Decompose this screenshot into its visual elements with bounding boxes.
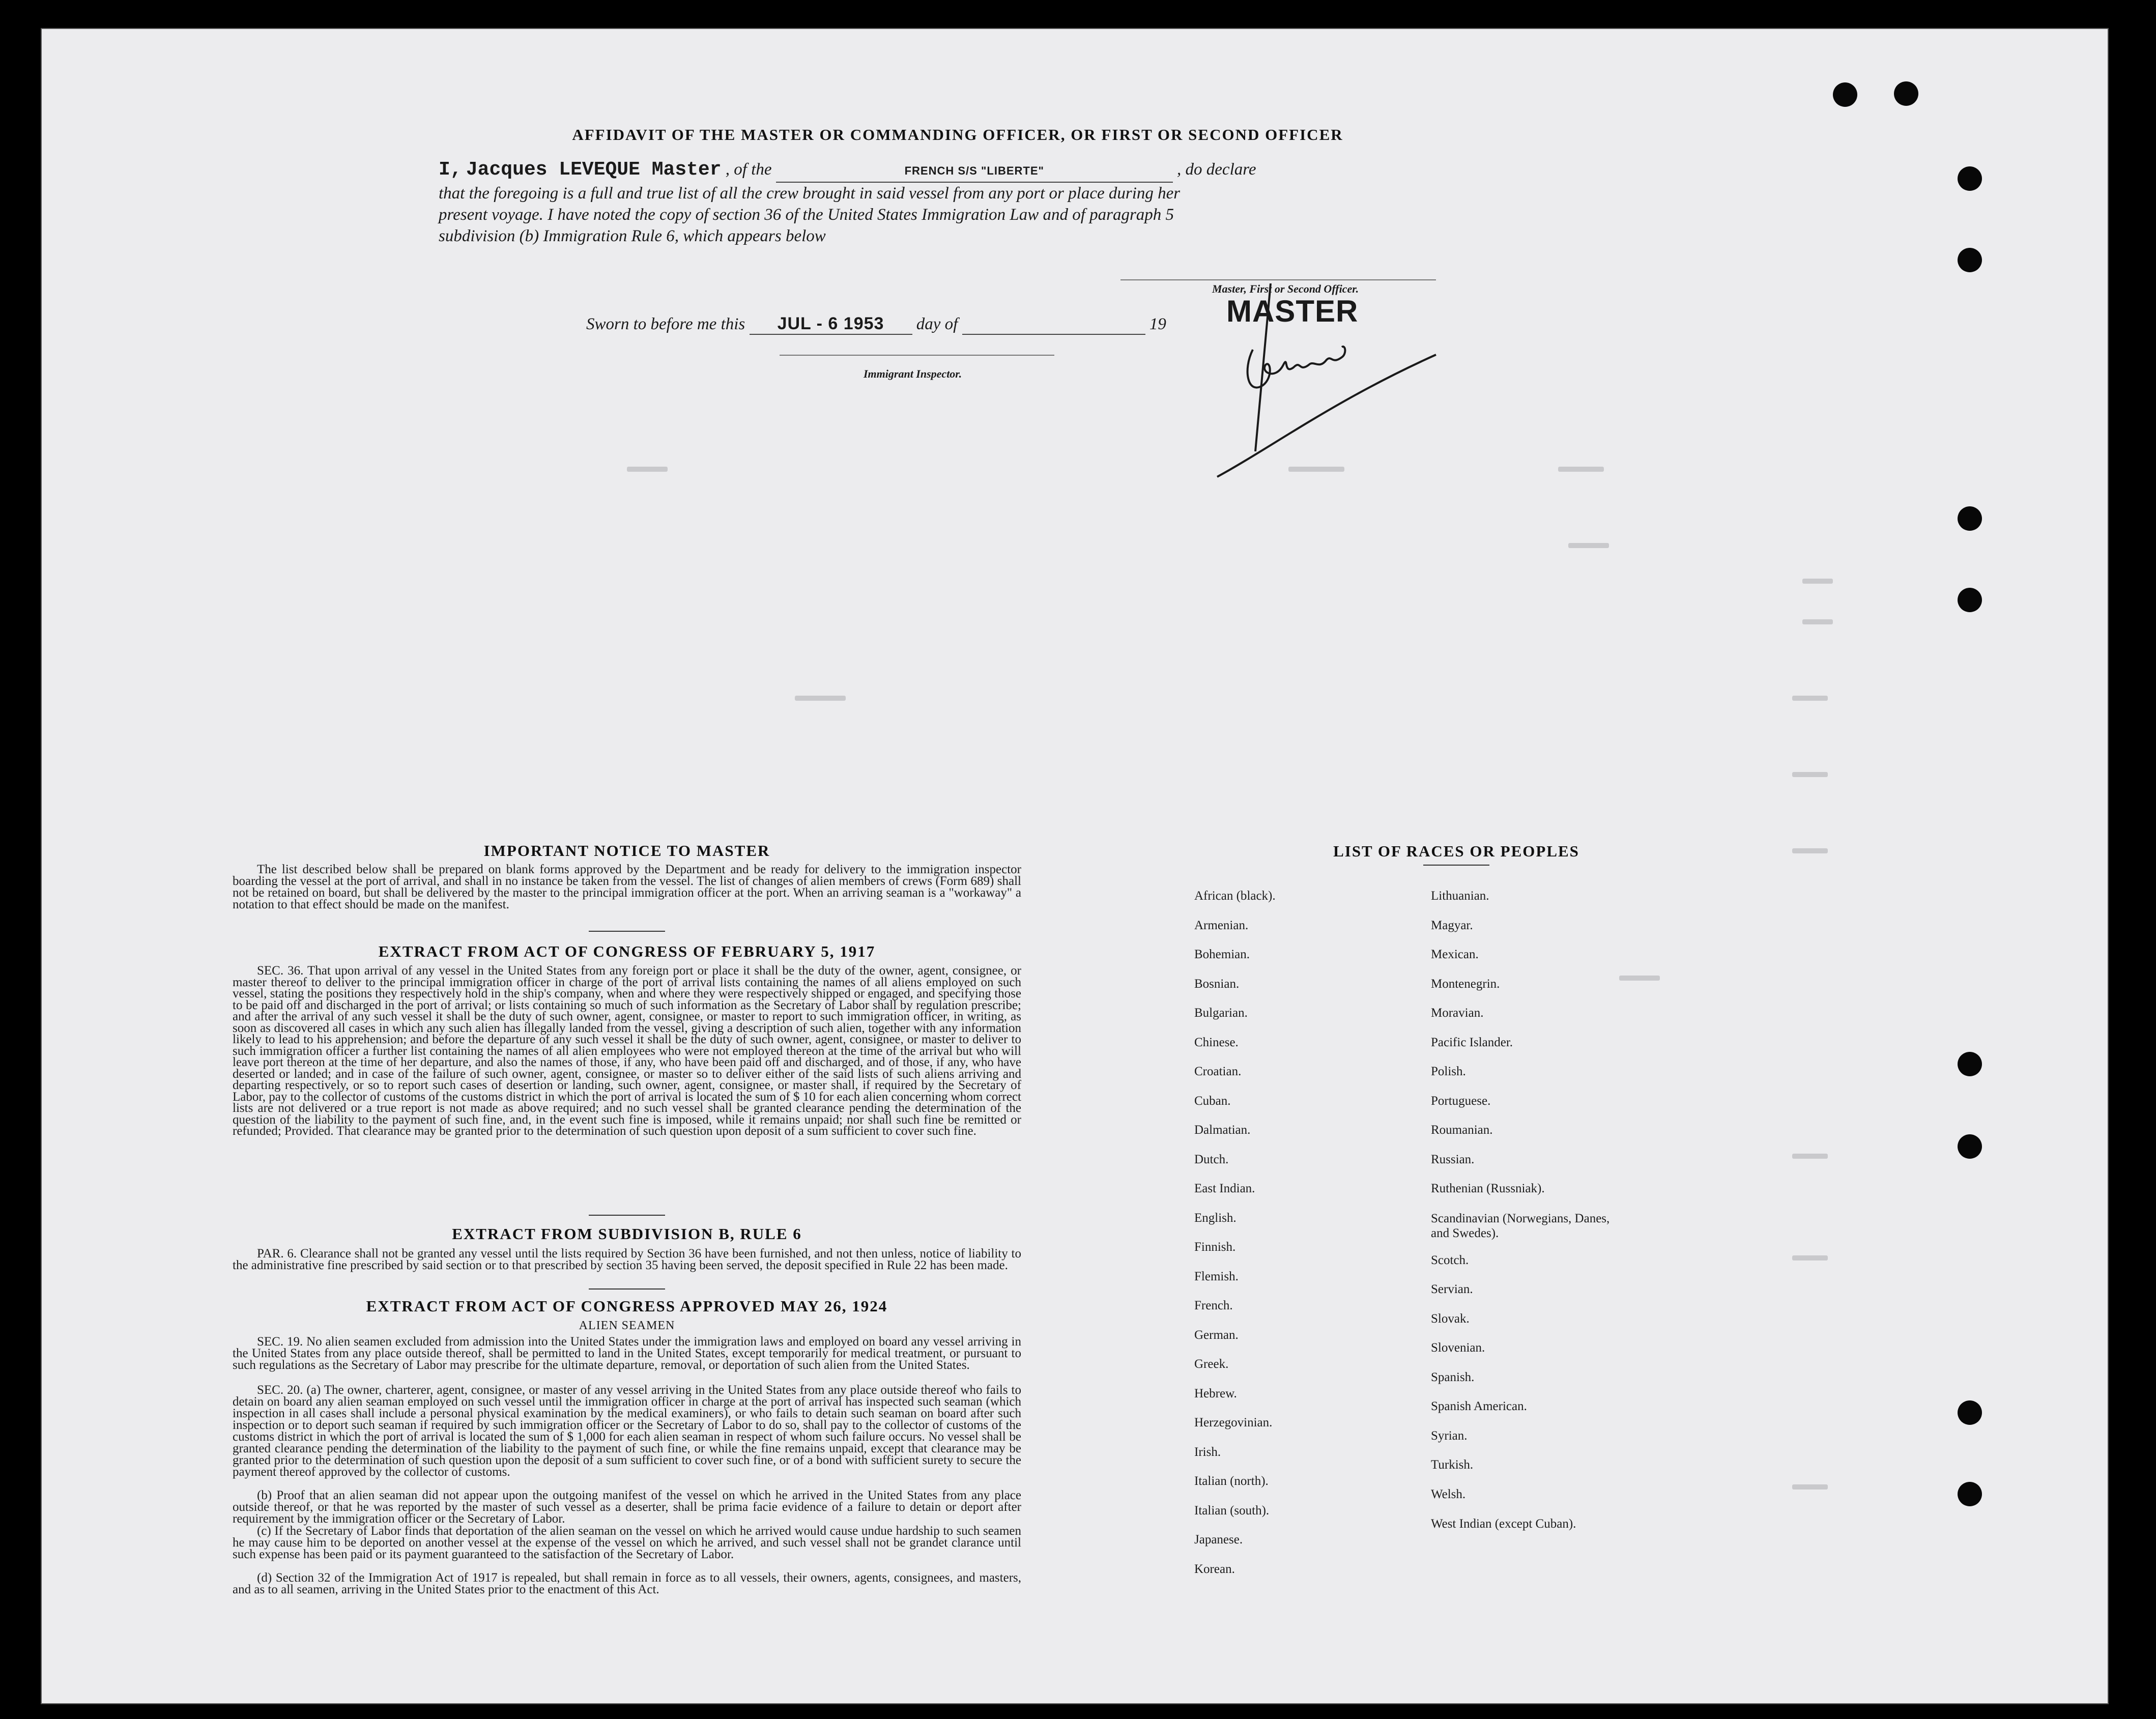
race-item: English. [1194, 1211, 1237, 1225]
sec20a-body: SEC. 20. (a) The owner, charterer, agent, consignee, or master of any vessel arriving in the United States from any place outside thereof who fails to detain on board any alien seaman employed on such vessel until the immigration officer in charge at the port of arrival has inspected such seaman (which inspection in all cases shall include a personal physical examination by the medical examiners), or who fails to detain such seaman on board after such inspection or to deport such seaman if required by such immigration officer or the Secretary of Labor to do so, shall pay to the collector of customs of the customs district in which the port of arrival is located the sum of $ 1,000 for each alien seaman in respect of whom such failure occurs. No vessel shall be granted clearance pending the determination of the liability to the payment of such fine, or while the fine remains unpaid, except that clearance may be granted prior to the determination of such question upon the deposit of a sum sufficient to cover such fine, or of a bond with sufficient surety to secure the payment thereof approved by the collector of customs. [233, 1383, 1021, 1479]
declaration-line-3: present voyage. I have noted the copy of section 36 of the United States Immigration Law and of paragraph 5 [439, 206, 1174, 224]
race-item: Irish. [1194, 1445, 1221, 1459]
punch-hole [1958, 1052, 1982, 1076]
declaration-line-4: subdivision (b) Immigration Rule 6, which appears below [439, 227, 826, 245]
extract-1917-title: EXTRACT FROM ACT OF CONGRESS OF FEBRUARY 5, 1917 [378, 942, 876, 960]
declarant-name: Jacques LEVEQUE Master [466, 159, 722, 181]
inspector-label: Immigrant Inspector. [864, 367, 962, 380]
section-divider [589, 1288, 665, 1290]
bleed-through-mark [1792, 696, 1828, 701]
race-item: Italian (south). [1194, 1503, 1270, 1517]
declarant-prefix: I, [439, 159, 462, 181]
bleed-through-mark [1568, 543, 1609, 548]
bleed-through-mark [1619, 976, 1660, 981]
race-item: Slovenian. [1431, 1341, 1485, 1355]
race-item: Slovak. [1431, 1311, 1470, 1326]
race-item: Spanish American. [1431, 1399, 1527, 1414]
punch-hole [1958, 1134, 1982, 1159]
sec20d-body: (d) Section 32 of the Immigration Act of 1917 is repealed, but shall remain in force as to all vessels, their owners, agents, consignees, and masters, and as to all seamen, arriving in the United States prior to the enactment of this Act. [233, 1571, 1021, 1596]
sworn-date: JUL - 6 1953 [777, 314, 884, 333]
race-item: Syrian. [1431, 1428, 1468, 1443]
race-item: Turkish. [1431, 1458, 1474, 1472]
race-item: Bohemian. [1194, 948, 1250, 961]
declaration-line-2: that the foregoing is a full and true list of all the crew brought in said vessel from any port or place during her [439, 184, 1181, 203]
race-item: Welsh. [1431, 1487, 1466, 1501]
bleed-through-mark [627, 467, 668, 472]
race-item: Servian. [1431, 1282, 1473, 1297]
do-declare-label: , do declare [1177, 160, 1256, 179]
sworn-date-field [750, 314, 912, 335]
vessel-field [776, 159, 1173, 183]
punch-hole [1833, 82, 1857, 107]
officer-label: Master, First or Second Officer. [1212, 282, 1359, 295]
race-item: Chinese. [1194, 1035, 1239, 1049]
extract-1924-subtitle: ALIEN SEAMEN [579, 1319, 675, 1332]
punch-hole [1958, 1400, 1982, 1425]
race-item: Dutch. [1194, 1152, 1229, 1166]
race-item: Mexican. [1431, 948, 1479, 961]
race-item: Polish. [1431, 1065, 1466, 1078]
race-item: East Indian. [1194, 1182, 1255, 1195]
sec20b-body: (b) Proof that an alien seaman did not appear upon the outgoing manifest of the vessel on which he arrived in the United States from any place outside thereof, or that he was reported by the master of such vessel as a deserter, shall be prima facie evidence of a failure to detain or deport after requirement by the immigration officer or the Secretary of Labor. [233, 1488, 1021, 1526]
race-item: Spanish. [1431, 1370, 1475, 1384]
inspector-signature-line [780, 355, 1054, 356]
bleed-through-mark [1792, 1255, 1828, 1260]
race-item: Roumanian. [1431, 1123, 1493, 1137]
races-title-rule [1423, 865, 1489, 866]
bleed-through-mark [1792, 772, 1828, 777]
race-item: Flemish. [1194, 1269, 1239, 1283]
document-page [41, 28, 2109, 1704]
sec20c-body: (c) If the Secretary of Labor finds that deportation of the alien seaman on the vessel on which he arrived would cause undue hardship to such seamen he may cause him to be deported on another vessel at the expense of the vessel on which he arrived, and such vessel shall not be grandet clarance until such expense has been paid or its payment guaranteed to the satisfaction of the Secretary of Labor. [233, 1524, 1021, 1561]
race-item: French. [1194, 1299, 1233, 1312]
bleed-through-mark [1802, 619, 1833, 624]
punch-hole [1958, 506, 1982, 531]
section-divider [589, 931, 665, 932]
day-of-label: day of [916, 315, 958, 333]
race-item: German. [1194, 1328, 1239, 1342]
notice-title: IMPORTANT NOTICE TO MASTER [483, 842, 770, 860]
bleed-through-mark [1792, 848, 1828, 853]
race-item: Scotch. [1431, 1253, 1469, 1267]
race-item: Herzegovinian. [1194, 1416, 1273, 1429]
race-item: African (black). [1194, 889, 1276, 903]
vessel-name: FRENCH S/S "LIBERTE" [904, 164, 1044, 177]
sworn-prefix: Sworn to before me this [586, 315, 745, 333]
race-item: Russian. [1431, 1152, 1475, 1166]
race-item: Japanese. [1194, 1533, 1243, 1546]
race-item: Dalmatian. [1194, 1123, 1251, 1137]
punch-hole [1894, 81, 1918, 106]
race-item: Moravian. [1431, 1006, 1484, 1020]
punch-hole [1958, 1482, 1982, 1506]
punch-hole [1958, 588, 1982, 612]
race-item: Scandinavian (Norwegians, Danes, and Swedes). [1431, 1211, 1610, 1240]
race-item: Bosnian. [1194, 977, 1240, 991]
race-item: Korean. [1194, 1562, 1235, 1576]
master-stamp: MASTER [1226, 294, 1359, 328]
master-signature [1212, 283, 1451, 487]
year-prefix: 19 [1149, 315, 1166, 333]
extract-1917-body: SEC. 36. That upon arrival of any vessel in the United States from any foreign port or place it shall be the duty of the owner, agent, consignee, or master thereof to deliver to the principal immigration officer in charge of the port of arrival lists containing the names of all aliens employed on such vessel, stating the positions they respectively hold in the ship's company, when and where they were respectively shipped or engaged, and specifying those to be paid off and discharged in the port of arrival; or lists containing so much of such information as the Secretary of Labor shall by regulation prescribe; and after the arrival of any such vessel it shall be the duty of such owner, agent, consignee, or master to report to such immigration officer, in writing, as soon as discovered all cases in which any such alien has illegally landed from the vessel, giving a description of such alien, together with any information likely to lead to his apprehension; and before the departure of any such vessel it shall be the duty of such owner, agent, consignee, or master to deliver to such immigration officer a further list containing the names of all alien employees who were not employed thereon at the time of the arrival but who will leave port thereon at the time of her departure, and also the names of those, if any, who have been paid off and discharged, and of those, if any, who have deserted or landed; and in case of the failure of such owner, agent, consignee, or master so to deliver either of the said lists of such aliens arriving and departing respectively, or so to report such cases of desertion or landing, such owner, agent, consignee, or master shall, if required by the Secretary of Labor, pay to the collector of customs of the customs district in which the port of arrival is located the sum of $ 10 for each alien concerning whom correct lists are not delivered or a true report is not made as above required; and no such vessel shall be granted clearance pending the determination of the question of the liability to the payment of such fine, and, in the event such fine is imposed, while it remains unpaid; nor shall such fine be remitted or refunded; Provided. That clearance may be granted prior to the determination of such question upon deposit of a sum sufficient to cover such fine. [233, 964, 1021, 1138]
sec19-body: SEC. 19. No alien seamen excluded from admission into the United States under the immigration laws and employed on board any vessel arriving in the United States from any place outside thereof, shall be permitted to land in the United States, except temporarily for medical treatment, or pursuant to such regulations as the Secretary of Labor may prescribe for the ultimate departure, removal, or deportation of such alien from the United States. [233, 1335, 1021, 1372]
race-item: Hebrew. [1194, 1386, 1237, 1400]
of-the-label: , of the [725, 160, 772, 179]
affidavit-declaration [439, 159, 1436, 247]
race-item: Cuban. [1194, 1094, 1231, 1108]
race-item: Finnish. [1194, 1240, 1236, 1254]
race-item: Armenian. [1194, 918, 1249, 932]
race-item: Ruthenian (Russniak). [1431, 1182, 1545, 1195]
bleed-through-mark [795, 696, 846, 701]
races-title: LIST OF RACES OR PEOPLES [1333, 842, 1579, 860]
bleed-through-mark [1792, 1154, 1828, 1159]
race-item: Greek. [1194, 1357, 1229, 1371]
month-field [962, 315, 1145, 335]
race-item: Montenegrin. [1431, 977, 1500, 991]
sworn-line [586, 314, 1166, 335]
race-item: Magyar. [1431, 918, 1473, 932]
section-divider [589, 1215, 665, 1216]
race-item: Italian (north). [1194, 1474, 1269, 1488]
bleed-through-mark [1802, 579, 1833, 584]
bleed-through-mark [1792, 1484, 1828, 1489]
race-item: Bulgarian. [1194, 1006, 1248, 1020]
rule6-title: EXTRACT FROM SUBDIVISION B, RULE 6 [452, 1225, 802, 1243]
affidavit-title: AFFIDAVIT OF THE MASTER OR COMMANDING OFFICER, OR FIRST OR SECOND OFFICER [572, 126, 1343, 144]
rule6-body: PAR. 6. Clearance shall not be granted any vessel until the lists required by Section 36 have been furnished, and not then unless, notice of liability to the administrative fine prescribed by said section or to that prescribed by section 35 having been served, the deposit specified in Rule 22 has been made. [233, 1247, 1021, 1272]
notice-body: The list described below shall be prepared on blank forms approved by the Department and be ready for delivery to the immigration inspector boarding the vessel at the port of arrival, and shall in no instance be taken from the vessel. The list of changes of alien members of crews (Form 689) shall not be retained on board, but shall be delivered by the master to the principal immigration officer at the port. When an arriving seaman is a "workaway" a notation to that effect should be made on the manifest. [233, 863, 1021, 911]
punch-hole [1958, 166, 1982, 191]
race-item: Croatian. [1194, 1065, 1242, 1078]
bleed-through-mark [1558, 467, 1604, 472]
race-item: West Indian (except Cuban). [1431, 1517, 1576, 1531]
race-item: Portuguese. [1431, 1094, 1491, 1108]
race-item: Lithuanian. [1431, 889, 1489, 903]
extract-1924-title: EXTRACT FROM ACT OF CONGRESS APPROVED MAY 26, 1924 [366, 1297, 888, 1315]
punch-hole [1958, 248, 1982, 272]
officer-signature-line [1120, 279, 1436, 280]
race-item: Pacific Islander. [1431, 1035, 1513, 1049]
